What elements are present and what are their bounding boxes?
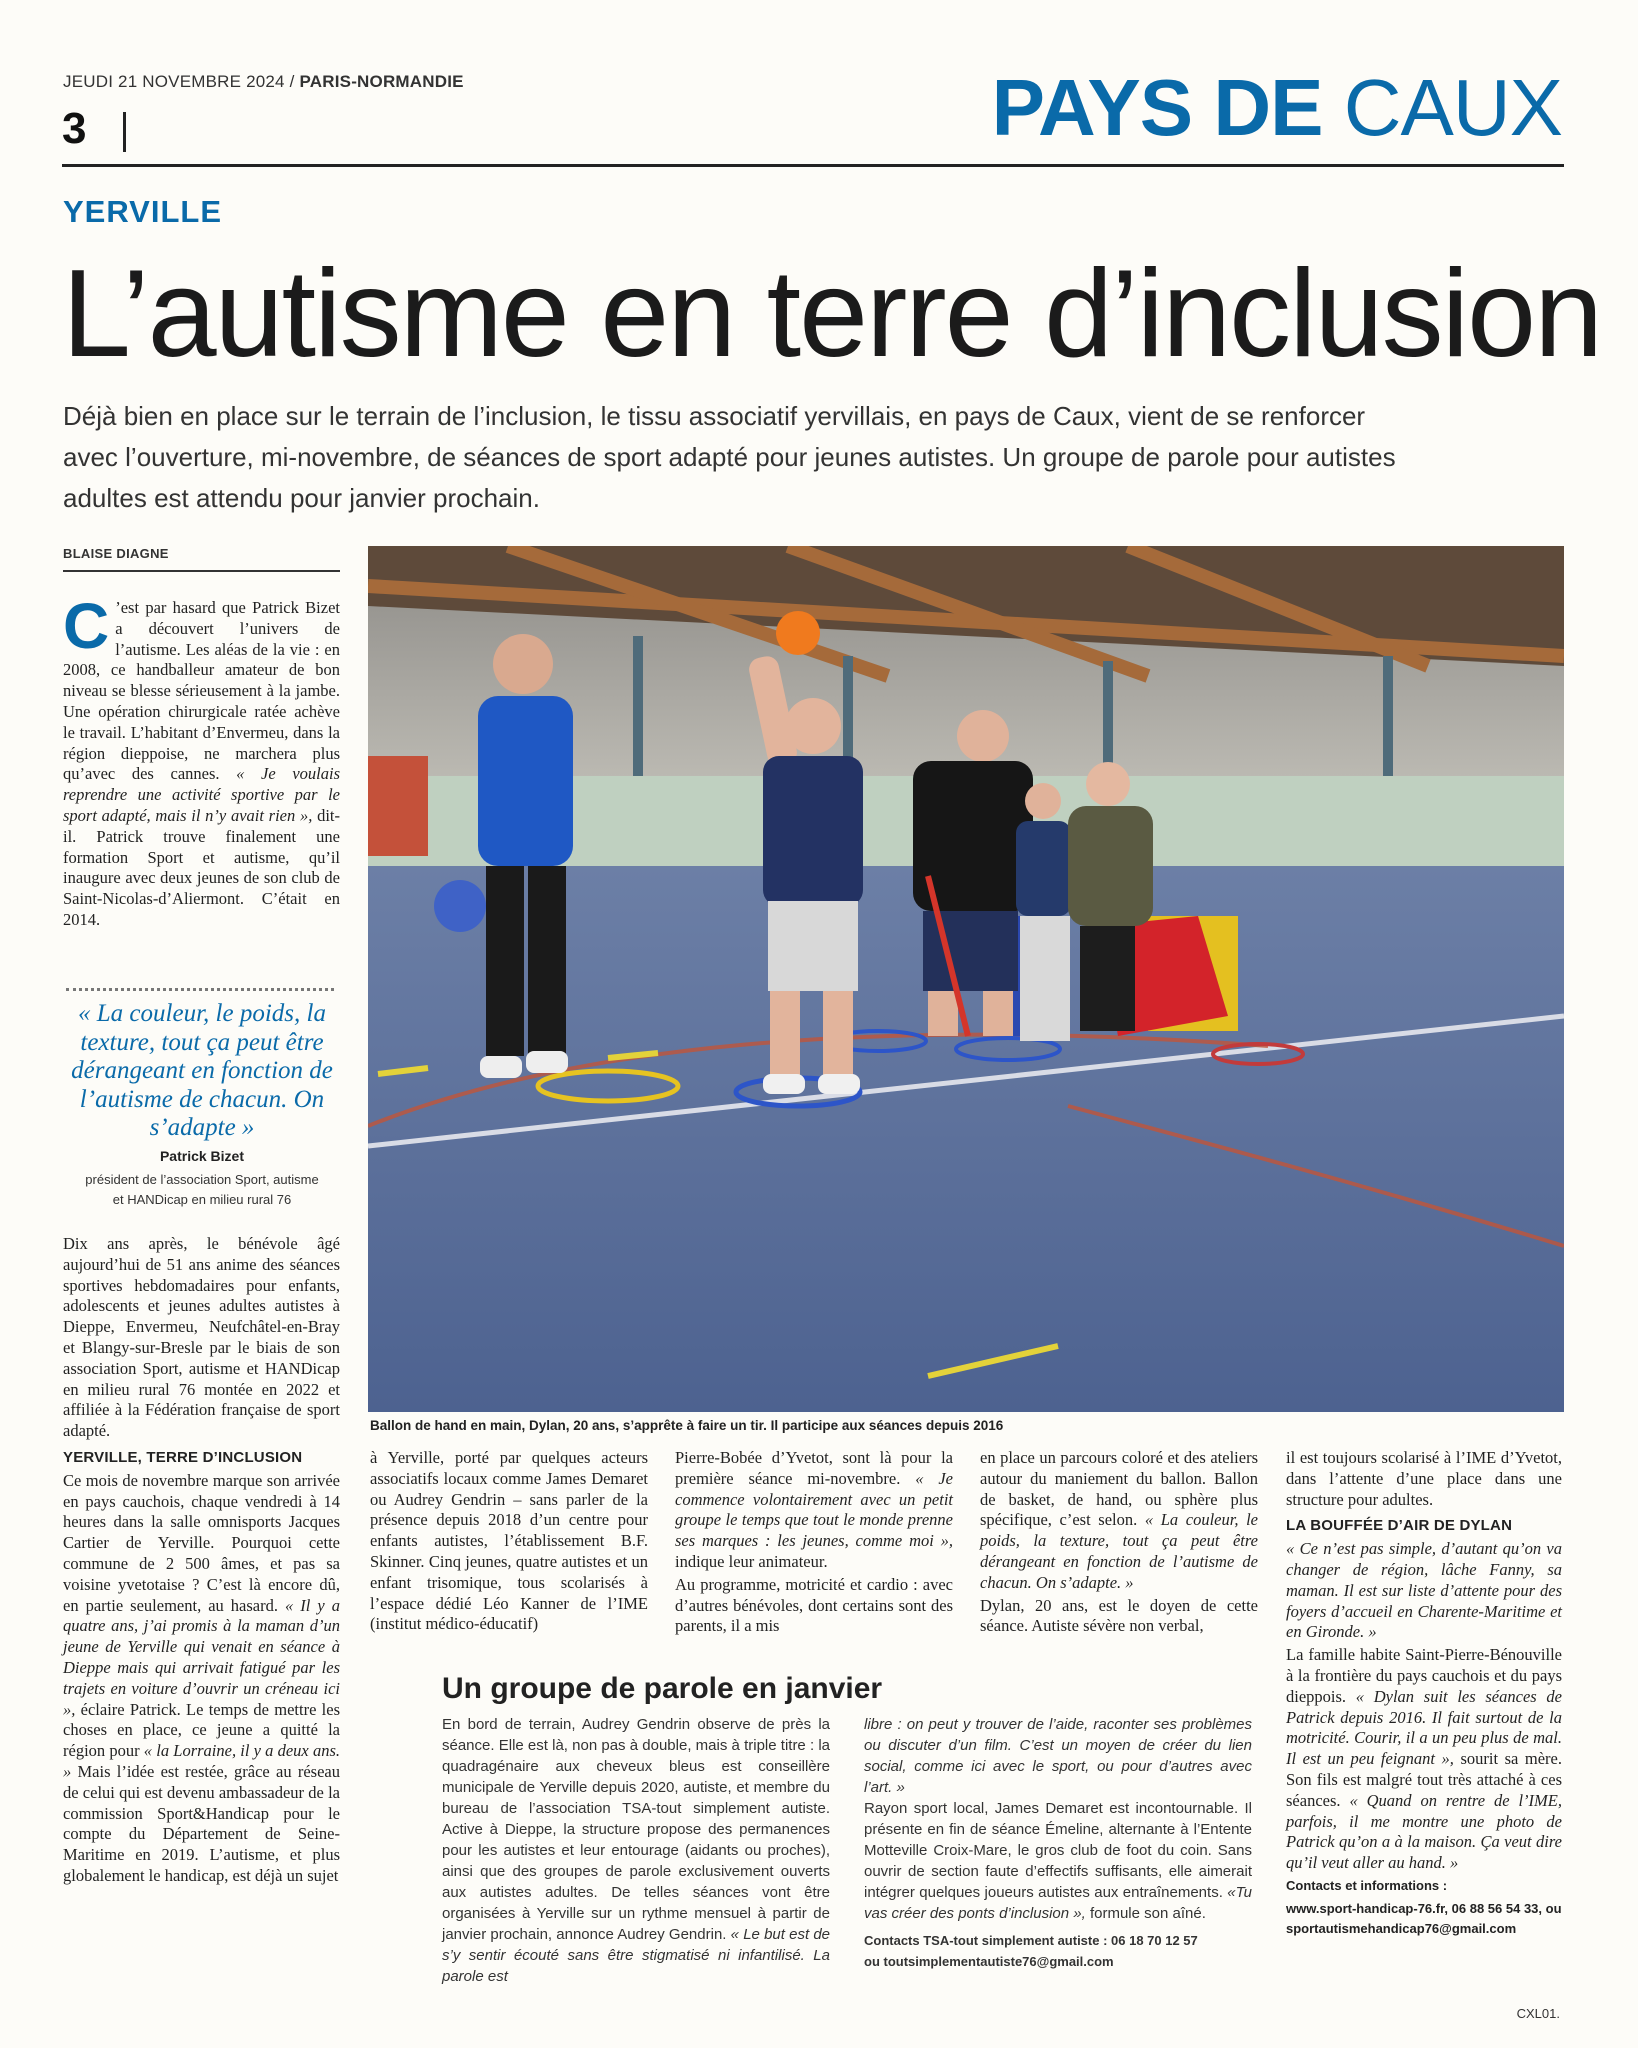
masthead-rule (62, 164, 1564, 167)
box-contact-line: Contacts TSA-tout simplement autiste : 06 18 70 12 57 (864, 1933, 1198, 1948)
quote-text: libre : on peut y trouver de l’aide, raconter ses problèmes ou discuter d’un film. C’est un moyen de créer du lien social, comme ici avec le sport, ou pour d’autres avec l’art. » (864, 1716, 1252, 1796)
paragraph-text: La famille habite Saint-Pierre-Bénouville à la frontière du pays cauchois et du pays dieppois. (1286, 1645, 1562, 1706)
paragraph-text: Ce mois de novembre marque son arrivée en pays cauchois, chaque vendredi à 14 heures dans la salle omnisports Jacques Cartier de Yerville. Pourquoi cette commune de 2 500 âmes, et pas sa voisine yvetotaise ? C’est là encore dû, en partie seulement, au hasard. (63, 1470, 340, 1615)
article-paragraph (63, 1471, 340, 1887)
edition-date: JEUDI 21 NOVEMBRE 2024 (63, 72, 285, 91)
pull-quote-role (63, 1170, 341, 1210)
paragraph-text: indique leur animateur. (675, 1551, 828, 1571)
article-photo (368, 546, 1564, 1412)
edition-date-line (63, 72, 464, 92)
paragraph-text: Pierre-Bobée d’Yvetot, sont là pour la première séance mi-novembre. (675, 1448, 953, 1488)
article-paragraph (675, 1448, 953, 1573)
article-column-4 (980, 1448, 1258, 1639)
byline-rule (63, 570, 340, 572)
article-paragraph (63, 590, 340, 931)
paragraph-text: sourit sa mère. Son fils est malgré tout très attaché à ces séances. (1286, 1749, 1562, 1810)
box-contact-line: ou toutsimplementautiste76@gmail.com (864, 1954, 1114, 1969)
section-title-bold: PAYS DE (991, 63, 1323, 152)
quote-text: «Tu vas créer des ponts d’inclusion », (864, 1884, 1252, 1922)
box-paragraph (864, 1798, 1252, 1924)
quote-text: « Ce n’est pas simple, d’autant qu’on va changer de région, lâche Fanny, sa maman. Il est sur liste d’attente pour des foyers d’accueil en Charente-Maritime et en Gironde. » (1286, 1539, 1562, 1642)
newspaper-name: PARIS-NORMANDIE (299, 72, 464, 91)
article-paragraph: à Yerville, porté par quelques acteurs associatifs locaux comme James Demaret ou Audrey Gendrin – sans parler de la présence depuis 2018 d’un centre pour enfants autistes, l’établissement B.F. Skinner. Cinq jeunes, quatre autistes et un enfant trisomique, tous scolarisés à l’espace dédié Léo Kanner de l’IME (institut médico-éducatif) (370, 1448, 648, 1634)
page-number-divider (123, 112, 126, 152)
person-figure (1016, 783, 1071, 1041)
quote-text: « Le but est de s’y sentir écouté sans être stigmatisé ni infantilisé. La parole est (442, 1926, 831, 1985)
pull-quote-role-line: président de l’association Sport, autisme (85, 1172, 319, 1187)
pull-quote: « La couleur, le poids, la texture, tout ça peut être dérangeant en fonction de l’autisme de chacun. On s’adapte » (71, 1000, 333, 1141)
paragraph-text: ’est par hasard que Patrick Bizet a découvert l’univers de l’autisme. Les aléas de la vie : en 2008, ce handballeur amateur de bon niveau se blesse sérieusement à la jambe. Une opération chirurgicale ratée achève le travail. L’habitant d’Envermeu, dans la région dieppoise, ne marchera plus qu’avec des cannes. (63, 598, 340, 784)
quote-text: « La couleur, le poids, la texture, tout ça peut être dérangeant en fonction de l’autisme de chacun. On s’adapte. » (980, 1510, 1258, 1592)
article-kicker: YERVILLE (63, 194, 223, 229)
article-paragraph: Au programme, motricité et cardio : avec d’autres bénévoles, dont certains sont des parents, il a mis (675, 1574, 953, 1636)
intertitle: LA BOUFFÉE D’AIR DE DYLAN (1286, 1517, 1513, 1535)
intertitle: YERVILLE, TERRE D’INCLUSION (63, 1448, 303, 1466)
article-headline: L’autisme en terre d’inclusion (62, 245, 1602, 383)
section-title (992, 62, 1562, 154)
article-column-1-top (63, 590, 340, 933)
quote-text: « Quand on rentre de l’IME, parfois, il me montre une photo de Patrick qu’on a à la maison. Ça veut dire qu’il veut aller au hand. » (1286, 1790, 1562, 1873)
section-title-light: CAUX (1322, 63, 1562, 152)
pull-quote-divider (66, 988, 334, 991)
article-column-2 (370, 1448, 648, 1637)
quote-text: « Il y a quatre ans, j’ai promis à la maman d’un jeune de Yerville qui venait en séance à Dieppe mais qui arrivait fatigué par les trajets en voiture d’ouvrir un créneau ici », (63, 1595, 340, 1719)
drop-cap: C (63, 590, 110, 662)
box-title: Un groupe de parole en janvier (442, 1672, 883, 1705)
article-standfirst: Déjà bien en place sur le terrain de l’inclusion, le tissu associatif yervillais, en pays de Caux, vient de se renforcer avec l’ouverture, mi-novembre, de séances de sport adapté pour jeunes autistes. Un groupe de parole pour autistes adultes est attendu pour janvier prochain. (63, 401, 1396, 513)
quote-text: « Je commence volontairement avec un petit groupe le temps que tout le monde prenne ses marques : les jeunes, comme moi », (675, 1468, 954, 1551)
paragraph-text: En bord de terrain, Audrey Gendrin observe de près la séance. Elle est là, non pas à double, mais à triple titre : la quadragénaire aux cheveux bleus est conseillère municipale de Yerville depuis 2020, autiste, et membre du bureau de l’association TSA-tout simplement autiste. Active à Dieppe, la structure propose des permanences pour les autistes et leur entourage (aidants ou proches), ainsi que des groupes de parole exclusivement ouverts aux autistes adultes. De telles séances vont être organisées à Yerville sur un rythme mensuel à partir de janvier prochain, annonce Audrey Gendrin. (442, 1716, 830, 1943)
article-column-5 (1286, 1448, 1562, 1941)
box-column-2 (864, 1714, 1252, 1972)
page-number: 3 (62, 104, 87, 153)
paragraph-text: en place un parcours coloré et des ateliers autour du maniement du ballon. Ballon de basket, de hand, ou sphère plus spécifique, c’est selon. (980, 1448, 1258, 1530)
photo-caption: Ballon de hand en main, Dylan, 20 ans, s’apprête à faire un tir. Il participe aux séances depuis 2016 (370, 1418, 1004, 1433)
gym-scene-illustration (368, 546, 1564, 1412)
article-paragraph: il est toujours scolarisé à l’IME d’Yvetot, dans l’attente d’une place dans une structure pour adultes. (1286, 1448, 1562, 1509)
article-paragraph (980, 1448, 1258, 1594)
article-column-1-bottom (63, 1234, 340, 1889)
contact-label: Contacts et informations : (1286, 1877, 1448, 1893)
paragraph-text: éclaire Patrick. Le temps de mettre les choses en place, ce jeune a quitté la région pour (63, 1699, 340, 1761)
article-paragraph: Dix ans après, le bénévole âgé aujourd’hui de 51 ans anime des séances sportives hebdomadaires pour enfants, adolescents et jeunes adultes autistes à Dieppe, Envermeu, Neufchâtel-en-Bray et Blangy-sur-Bresle par le biais de son association Sport, autisme et HANDicap en milieu rural 76 montée en 2022 et affiliée à la Fédération française de sport adapté. (63, 1234, 340, 1441)
paragraph-text: Rayon sport local, James Demaret est incontournable. Il présente en fin de séance Émeline, alternante à l’Entente Motteville Croix-Mare, le gros club de foot du coin. Sans ouvrir de section faute d’effectifs suffisants, elle aimerait intégrer quelques joueurs autistes aux entraînements. (864, 1800, 1252, 1901)
quote-text: « Dylan suit les séances de Patrick depuis 2016. Il fait surtout de la motricité. Courir, il a un peu plus de mal. Il est un peu feignant », (1286, 1686, 1562, 1769)
article-paragraph (1286, 1539, 1562, 1643)
paragraph-text: formule son aîné. (1085, 1905, 1206, 1922)
box-column-1 (442, 1714, 830, 1987)
page-code: CXL01. (1516, 2006, 1560, 2021)
article-paragraph (1286, 1645, 1562, 1874)
paragraph-text: dit-il. Patrick trouve finalement une formation Sport et autisme, qu’il inaugure avec deux jeunes de son club de Saint-Nicolas-d’Aliermont. C’était en 2014. (63, 805, 340, 929)
pull-quote-author: Patrick Bizet (159, 1148, 245, 1164)
article-paragraph: Dylan, 20 ans, est le doyen de cette séance. Autiste sévère non verbal, (980, 1595, 1258, 1636)
quote-text: « Je voulais reprendre une activité sportive par le sport adapté, mais il n’y avait rien », (63, 764, 340, 825)
article-byline: BLAISE DIAGNE (63, 546, 169, 561)
paragraph-text: Mais l’idée est restée, grâce au réseau de celui qui est devenu ambassadeur de la commission Sport&Handicap pour le compte du Département de Seine-Maritime en 2019. L’autisme, et plus globalement le handicap, est déjà un sujet (63, 1761, 340, 1885)
date-separator: / (284, 72, 300, 91)
quote-text: « la Lorraine, il y a deux ans. » (63, 1741, 340, 1781)
contact-info: www.sport-handicap-76.fr, 06 88 56 54 33, ou sportautismehandicap76@gmail.com (1286, 1900, 1562, 1936)
article-column-3 (675, 1448, 953, 1639)
pull-quote-role-line: et HANDicap en milieu rural 76 (112, 1192, 292, 1207)
